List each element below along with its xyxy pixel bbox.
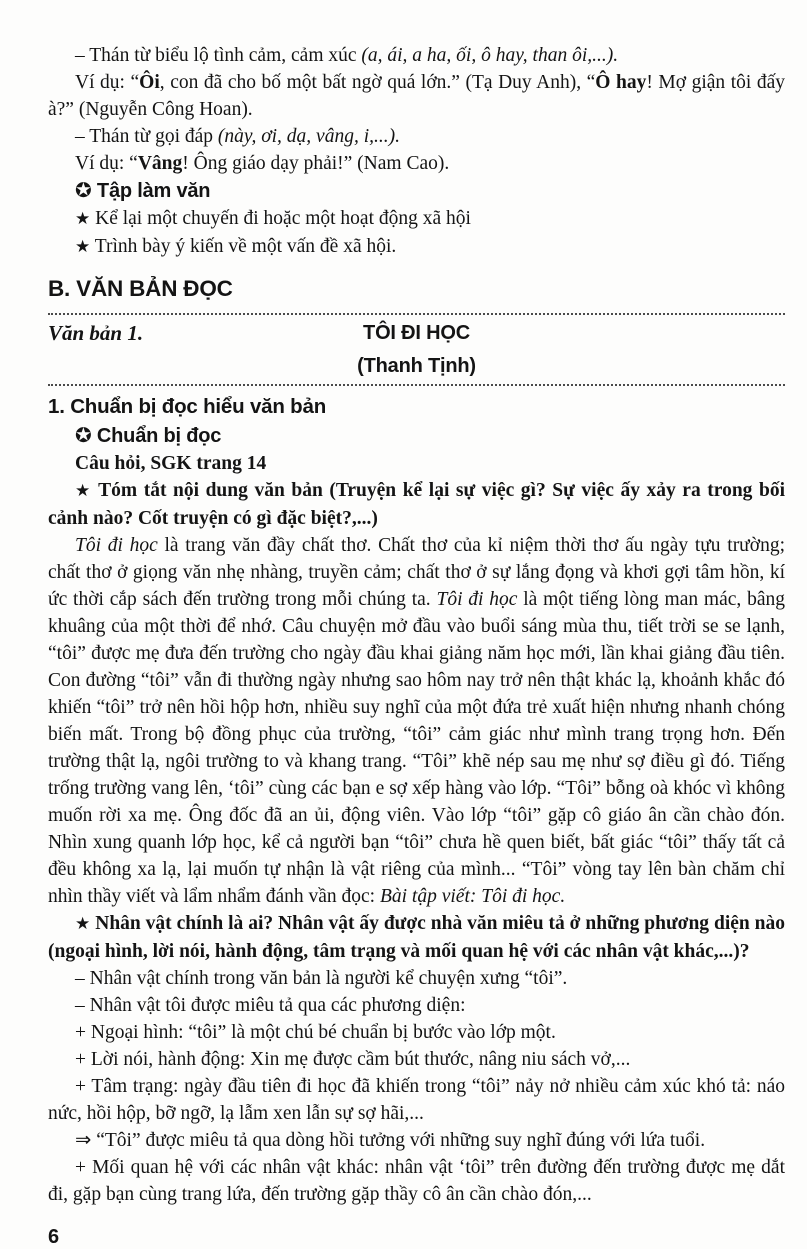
circled-star-icon: ✪ [75,178,92,202]
dotted-rule-top [48,313,785,315]
task-item-ke-lai [48,205,785,233]
van-ban-title: TÔI ĐI HỌC [363,322,470,344]
paragraph-than-tu-goi-dap: – Thán từ gọi đáp (này, ơi, dạ, vâng, i,...). [75,126,400,147]
van-ban-author: (Thanh Tịnh) [357,355,476,377]
paragraph-than-tu-cam-xuc: – Thán từ biểu lộ tình cảm, cảm xúc (a, ái, a ha, ối, ô hay, than ôi,...). [75,45,619,66]
paragraph-summary-toi-di-hoc: Tôi đi học là trang văn đầy chất thơ. Chất thơ của kỉ niệm thời thơ ấu ngày tựu trường; chất thơ ở giọng văn nhẹ nhàng, truyền cảm; chất thơ ở sự lắng đọng và khơi gợi tâm hồn, kí ức thời cắp sách đến trường trong mỗi chúng ta. Tôi đi học là một tiếng lòng man mác, bâng khuâng của một thời để nhớ. Câu chuyện mở đầu vào buổi sáng mùa thu, tiết trời se se lạnh, “tôi” được mẹ đưa đến trường cho ngày đầu khai giảng năm học mới, lần khai giảng đầu tiên. Con đường “tôi” vẫn đi thường ngày nhưng sao hôm nay trở nên thật khác lạ, khoảnh khắc đó khiến “tôi” trở nên hồi hộp hơn, nhiều suy nghĩ của một đứa trẻ xuất hiện nhưng nhanh chóng biến mất. Trong bộ đồng phục của trường, “tôi” cảm giác như mình trang trọng hơn. Đến trường thật lạ, ngôi trường to và khang trang. “Tôi” khẽ nép sau mẹ như sợ điều gì đó. Tiếng trống trường vang lên, ‘tôi” cùng các bạn e sợ xếp hàng vào lớp. “Tôi” bỗng oà khóc vì không muốn rời xa mẹ. Ông đốc đã an ủi, động viên. Vào lớp “tôi” gặp cô giáo ân cần chào đón. Nhìn xung quanh lớp học, kể cả người bạn “tôi” chưa hề quen biết, bất giác “tôi” thấy tất cả đều không xa lạ, lại muốn tự nhận là vật riêng của mình... “Tôi” vòng tay lên bàn chăm chỉ nhìn thầy viết và lẩm nhẩm đánh vần đọc: Bài tập viết: Tôi đi học. [48,535,785,907]
answer-line-nhan-vat-chinh: – Nhân vật chính trong văn bản là người kể chuyện xưng “tôi”. [75,968,568,989]
star-icon: ★ [75,237,91,257]
question-tom-tat-text: Tóm tắt nội dung văn bản (Truyện kể lại sự việc gì? Sự việc ấy xảy ra trong bối cảnh nào? Cốt truyện có gì đặc biệt?,...) [48,480,785,529]
subheading-chuan-bi-doc [48,421,785,450]
source-reference-line: Câu hỏi, SGK trang 14 [75,453,267,474]
subheading-chuan-bi-doc-label: Chuẩn bị đọc [96,425,222,447]
heading-chuan-bi-doc-hieu: 1. Chuẩn bị đọc hiểu văn bản [48,395,327,418]
van-ban-title-row [48,318,785,351]
question-nhan-vat-chinh-text: Nhân vật chính là ai? Nhân vật ấy được nhà văn miêu tả ở những phương diện nào (ngoại hình, lời nói, hành động, tâm trạng và mối quan hệ với các nhân vật khác,...)? [48,913,786,962]
task-item-trinh-bay [48,233,785,261]
circled-star-icon: ✪ [75,423,92,447]
star-icon: ★ [75,914,91,934]
task-item-text: Trình bày ý kiến về một vấn đề xã hội. [94,236,397,257]
task-item-text: Kể lại một chuyến đi hoặc một hoạt động xã hội [95,208,471,229]
answer-line-tam-trang: + Tâm trạng: ngày đầu tiên đi học đã khiến trong “tôi” nảy nở nhiều cảm xúc khó tả: náo nức, hồi hộp, bỡ ngỡ, lạ lẫm xen lẫn sự sợ hãi,... [48,1076,785,1124]
answer-line-moi-quan-he: + Mối quan hệ với các nhân vật khác: nhân vật ‘tôi” trên đường đến trường được mẹ dắt đi, gặp bạn cùng trang lứa, đến trường gặp thầy cô ân cần chào đón,... [48,1157,785,1205]
van-ban-label: Văn bản 1. [48,321,144,345]
answer-line-loi-noi: + Lời nói, hành động: Xin mẹ được cầm bút thước, nâng niu sách vở,... [75,1049,631,1070]
page-number: 6 [48,1226,60,1248]
paragraph-vi-du-oi: Ví dụ: “Ôi, con đã cho bố một bất ngờ quá lớn.” (Tạ Duy Anh), “Ô hay! Mợ giận tôi đấy à?” (Nguyễn Công Hoan). [48,72,785,120]
question-nhan-vat-chinh [48,910,785,965]
section-b-heading: B. VĂN BẢN ĐỌC [48,276,233,301]
heading-tap-lam-van [48,177,785,205]
dotted-rule-bottom [48,384,785,386]
answer-line-phuong-dien: – Nhân vật tôi được miêu tả qua các phương diện: [75,995,466,1016]
paragraph-vi-du-vang: Ví dụ: “Vâng! Ông giáo dạy phải!” (Nam Cao). [75,153,450,174]
answer-line-ngoai-hinh: + Ngoại hình: “tôi” là một chú bé chuẩn bị bước vào lớp một. [75,1022,556,1043]
answer-line-ket-luan: ⇒ “Tôi” được miêu tả qua dòng hồi tưởng với những suy nghĩ đúng với lứa tuổi. [75,1130,706,1151]
star-icon: ★ [75,481,92,501]
van-ban-title-block [48,313,785,386]
heading-tap-lam-van-label: Tập làm văn [96,180,211,202]
star-icon: ★ [75,209,91,229]
question-tom-tat [48,477,785,532]
